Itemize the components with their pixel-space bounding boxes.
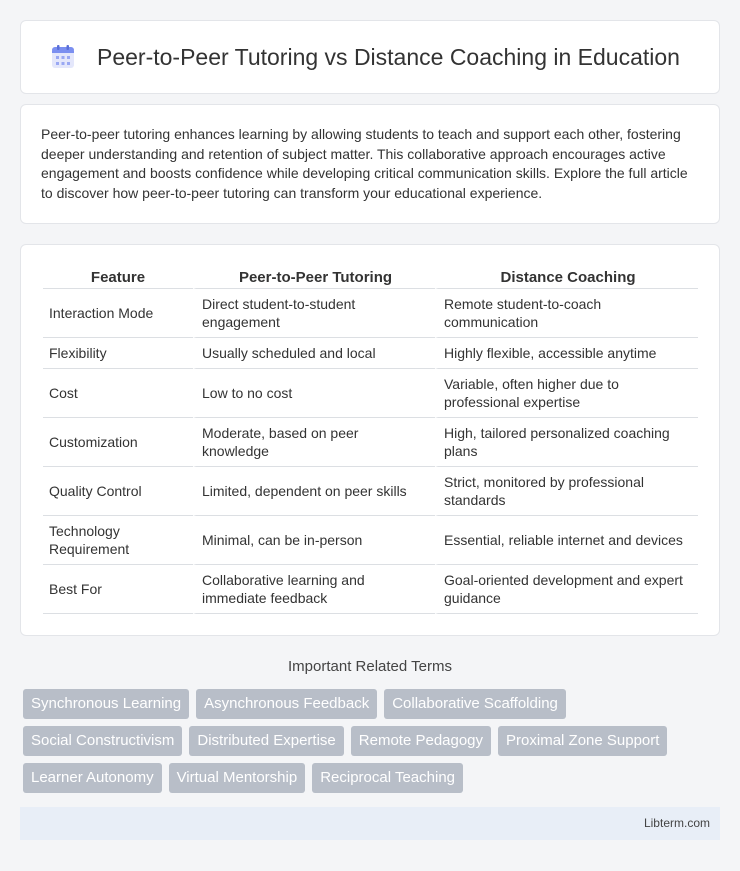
calendar-icon — [49, 43, 77, 71]
page-title: Peer-to-Peer Tutoring vs Distance Coaching in Education — [97, 43, 680, 70]
tag-proximal-zone-support[interactable]: Proximal Zone Support — [498, 726, 667, 756]
peer-cell: Minimal, can be in-person — [193, 516, 435, 565]
footer — [20, 807, 720, 840]
title-card — [20, 20, 720, 94]
intro-card — [20, 104, 720, 224]
header-distance-coaching: Distance Coaching — [435, 265, 698, 289]
peer-cell: Moderate, based on peer knowledge — [193, 418, 435, 467]
feature-cell: Quality Control — [43, 467, 193, 516]
tag-synchronous-learning[interactable]: Synchronous Learning — [23, 689, 189, 719]
table-row — [43, 516, 698, 565]
table-row — [43, 289, 698, 338]
peer-cell: Collaborative learning and immediate feedback — [193, 565, 435, 614]
distance-cell: Strict, monitored by professional standards — [435, 467, 698, 516]
comparison-card — [20, 244, 720, 636]
header-feature: Feature — [43, 265, 193, 289]
footer-site-link[interactable]: Libterm.com — [643, 816, 710, 830]
table-row — [43, 467, 698, 516]
distance-cell: Goal-oriented development and expert guidance — [435, 565, 698, 614]
feature-cell: Best For — [43, 565, 193, 614]
feature-cell: Technology Requirement — [43, 516, 193, 565]
tag-remote-pedagogy[interactable]: Remote Pedagogy — [351, 726, 491, 756]
table-row — [43, 418, 698, 467]
feature-cell: Cost — [43, 369, 193, 418]
tag-collaborative-scaffolding[interactable]: Collaborative Scaffolding — [384, 689, 566, 719]
peer-cell: Low to no cost — [193, 369, 435, 418]
tag-learner-autonomy[interactable]: Learner Autonomy — [23, 763, 162, 793]
tag-social-constructivism[interactable]: Social Constructivism — [23, 726, 182, 756]
distance-cell: High, tailored personalized coaching plans — [435, 418, 698, 467]
intro-paragraph: Peer-to-peer tutoring enhances learning by allowing students to teach and support each other, fostering deeper understanding and retention of subject matter. This collaborative approach encourages active engagement and boosts confidence while developing critical communication skills. Explore the full article to discover how peer-to-peer tutoring can transform your educational experience. — [41, 126, 688, 201]
distance-cell: Variable, often higher due to professional expertise — [435, 369, 698, 418]
table-row — [43, 338, 698, 369]
related-terms-heading: Important Related Terms — [288, 658, 452, 675]
tag-virtual-mentorship[interactable]: Virtual Mentorship — [169, 763, 306, 793]
feature-cell: Interaction Mode — [43, 289, 193, 338]
distance-cell: Essential, reliable internet and devices — [435, 516, 698, 565]
feature-cell: Flexibility — [43, 338, 193, 369]
feature-cell: Customization — [43, 418, 193, 467]
peer-cell: Usually scheduled and local — [193, 338, 435, 369]
peer-cell: Direct student-to-student engagement — [193, 289, 435, 338]
distance-cell: Highly flexible, accessible anytime — [435, 338, 698, 369]
table-header-row — [43, 265, 698, 289]
header-peer-tutoring: Peer-to-Peer Tutoring — [193, 265, 435, 289]
table-row — [43, 565, 698, 614]
tag-reciprocal-teaching[interactable]: Reciprocal Teaching — [312, 763, 463, 793]
tag-asynchronous-feedback[interactable]: Asynchronous Feedback — [196, 689, 377, 719]
peer-cell: Limited, dependent on peer skills — [193, 467, 435, 516]
tag-distributed-expertise[interactable]: Distributed Expertise — [189, 726, 343, 756]
table-row — [43, 369, 698, 418]
comparison-table — [43, 265, 698, 614]
related-terms-list — [23, 689, 723, 800]
distance-cell: Remote student-to-coach communication — [435, 289, 698, 338]
